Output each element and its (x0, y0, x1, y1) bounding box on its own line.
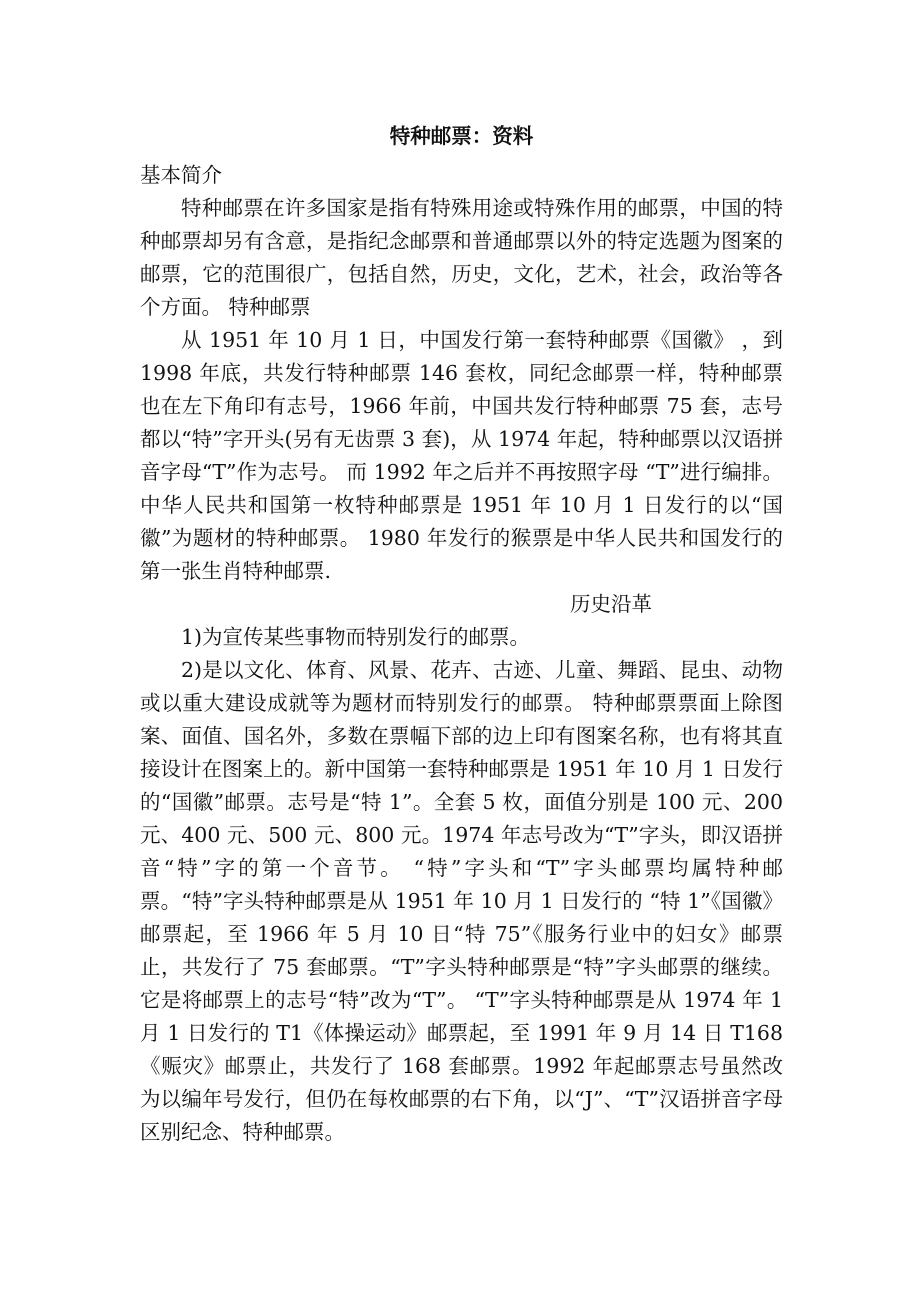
section-heading-history: 历史沿革 (570, 592, 652, 616)
section-heading-basic-intro: 基本简介 (140, 163, 222, 187)
document-title: 特种邮票：资料 (389, 124, 534, 148)
paragraph-definition-1: 1)为宣传某些事物而特别发行的邮票。 (181, 625, 531, 649)
paragraph-definition-2: 2)是以文化、体育、风景、花卉、古迹、儿童、舞蹈、昆虫、动物或以重大建设成就等为题材而特别发行的邮票。 特种邮票票面上除图案、面值、国名外，多数在票幅下部的边上印有图案名称，也有将其直接设计在图案上的。新中国第一套特种邮票是 1951 年 10 月 1 日发行的“国徽”邮票。志号是“特 1”。全套 5 枚，面值分别是 100 元、200 元、400 元、500 元、800 元。1974 年志号改为“T”字头，即汉语拼音“特”字的第一个音节。 “特”字头和“T”字头邮票均属特种邮票。“特”字头特种邮票是从 1951 年 10 月 1 日发行的 “特 1”《国徽》邮票起，至 1966 年 5 月 10 日“特 75”《服务行业中的妇女》邮票止，共发行了 75 套邮票。“T”字头特种邮票是“特”字头邮票的继续。它是将邮票上的志号“特”改为“T”。 “T”字头特种邮票是从 1974 年 1 月 1 日发行的 T1《体操运动》邮票起，至 1991 年 9 月 14 日 T168《赈灾》邮票止，共发行了 168 套邮票。1992 年起邮票志号虽然改为以编年号发行，但仍在每枚邮票的右下角，以“J”、“T”汉语拼音字母区别纪念、特种邮票。 (140, 658, 783, 1144)
document-page (140, 120, 783, 1149)
paragraph-intro: 特种邮票在许多国家是指有特殊用途或特殊作用的邮票，中国的特种邮票却另有含意，是指纪念邮票和普通邮票以外的特定选题为图案的邮票，它的范围很广，包括自然，历史，文化，艺术，社会，政治等各个方面。 特种邮票 (140, 196, 783, 319)
paragraph-issue-history: 从 1951 年 10 月 1 日，中国发行第一套特种邮票《国徽》 ，到 1998 年底，共发行特种邮票 146 套枚，同纪念邮票一样，特种邮票也在左下角印有志号，1966 年前，中国共发行特种邮票 75 套，志号都以“特”字开头(另有无齿票 3 套)，从 1974 年起，特种邮票以汉语拼音字母“T”作为志号。 而 1992 年之后并不再按照字母 “T”进行编排。中华人民共和国第一枚特种邮票是 1951 年 10 月 1 日发行的以“国徽”为题材的特种邮票。 1980 年发行的猴票是中华人民共和国发行的第一张生肖特种邮票. (140, 328, 783, 583)
